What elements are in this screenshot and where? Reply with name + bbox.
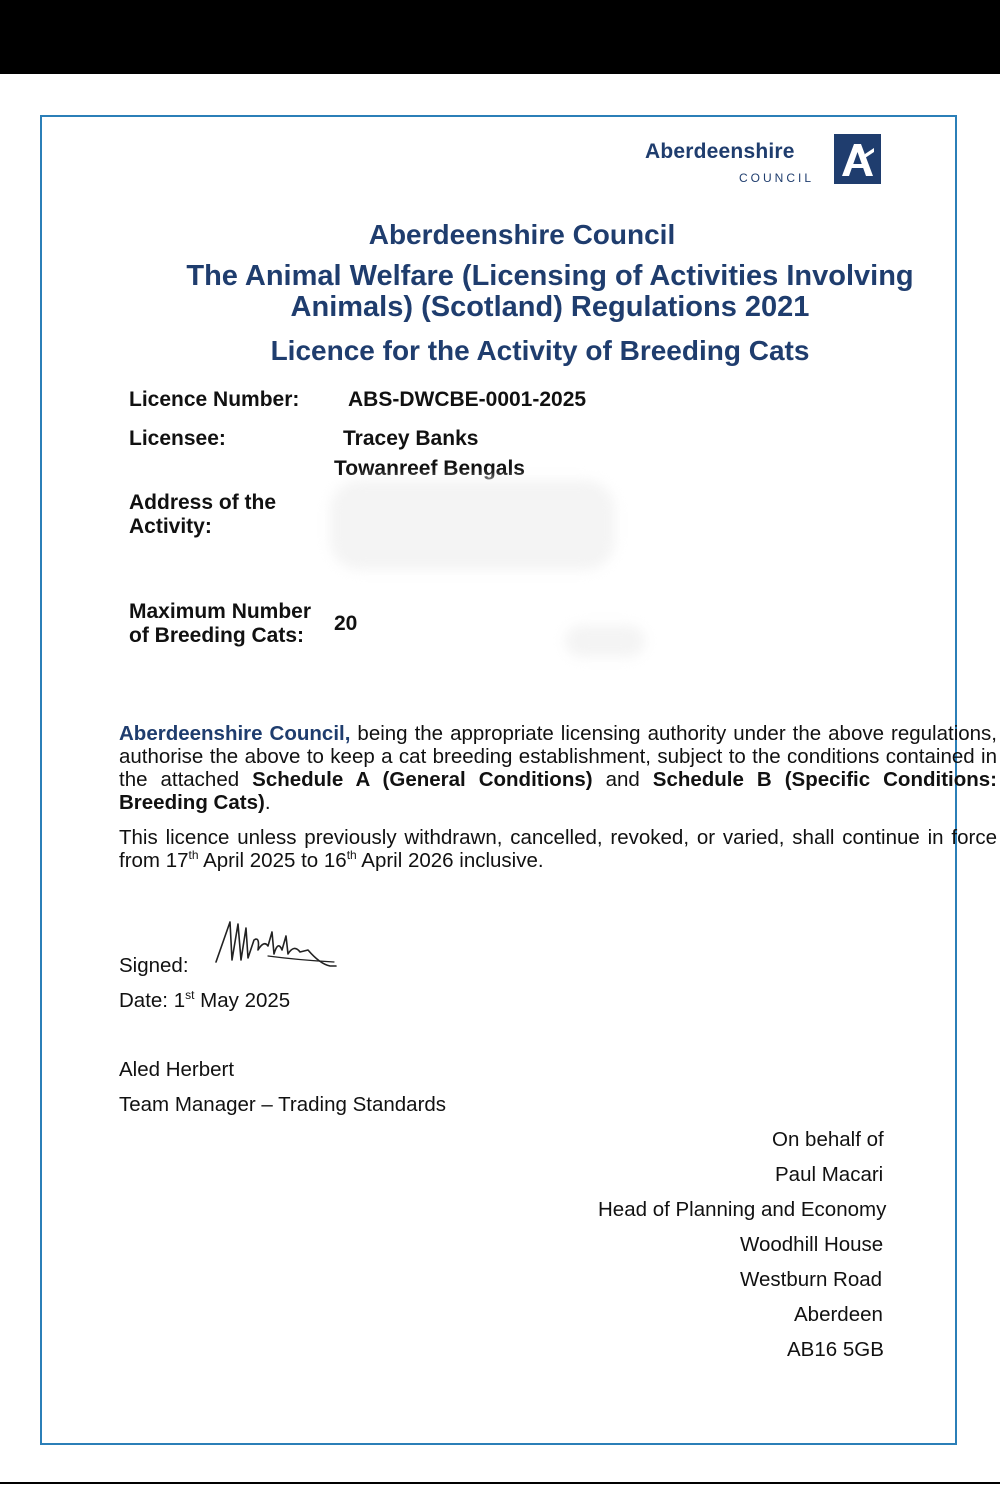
licensee-name: Tracey Banks bbox=[343, 427, 479, 450]
licensee-business: Towanreef Bengals bbox=[334, 457, 525, 480]
address-label-line2: Activity: bbox=[129, 515, 212, 538]
heading-regulations: The Animal Welfare (Licensing of Activities Involving Animals) (Scotland) Regulations 2021 bbox=[186, 260, 914, 323]
licence-number-label: Licence Number: bbox=[129, 388, 300, 411]
signature-date bbox=[119, 989, 290, 1013]
behalf-line-2: Paul Macari bbox=[775, 1163, 884, 1186]
schedule-a-ref: Schedule A (General Conditions) bbox=[252, 768, 593, 791]
council-name-inline: Aberdeenshire Council, bbox=[119, 722, 351, 745]
authorisation-paragraph bbox=[119, 722, 997, 814]
validity-paragraph bbox=[119, 826, 997, 872]
aberdeenshire-council-logo bbox=[645, 134, 885, 190]
p1-text: being the appropriate licensing authority under the above regulations, authorise the above to keep a cat breeding establishment, subject to the conditions contained in the attached bbox=[119, 722, 997, 791]
bottom-rule bbox=[0, 1482, 1000, 1502]
logo-name: Aberdeenshire bbox=[645, 140, 795, 163]
behalf-line-1: On behalf of bbox=[772, 1128, 884, 1151]
schedule-b-ref: Schedule B (Specific Conditions: Breeding Cats) bbox=[119, 768, 997, 814]
p1-end: . bbox=[264, 791, 271, 814]
logo-council-text: COUNCIL bbox=[739, 171, 815, 185]
signatory-title: Team Manager – Trading Standards bbox=[119, 1093, 447, 1116]
date-sup: st bbox=[185, 988, 195, 1003]
max-cats-label-line1: Maximum Number bbox=[129, 600, 312, 623]
behalf-line-5: Westburn Road bbox=[740, 1268, 883, 1291]
p2-text-b: April 2025 to 16 bbox=[198, 849, 347, 872]
top-black-bar bbox=[0, 0, 1000, 74]
behalf-line-7: AB16 5GB bbox=[787, 1338, 884, 1361]
date-rest: May 2025 bbox=[194, 989, 291, 1012]
date-label: Date: 1 bbox=[119, 989, 186, 1012]
handwritten-signature bbox=[208, 910, 348, 980]
heading-council: Aberdeenshire Council bbox=[368, 219, 676, 250]
heading-licence-type: Licence for the Activity of Breeding Cats bbox=[270, 335, 810, 366]
licence-number-value: ABS-DWCBE-0001-2025 bbox=[348, 388, 587, 411]
signatory-name: Aled Herbert bbox=[119, 1058, 235, 1081]
signed-label: Signed: bbox=[119, 954, 189, 977]
p1-and: and bbox=[592, 768, 653, 791]
p2-text-c: April 2026 inclusive. bbox=[356, 849, 544, 872]
licensee-label: Licensee: bbox=[129, 427, 226, 450]
max-cats-label-line2: of Breeding Cats: bbox=[129, 624, 305, 647]
behalf-line-3: Head of Planning and Economy bbox=[598, 1198, 887, 1221]
council-a-mark-icon bbox=[834, 134, 881, 184]
behalf-line-6: Aberdeen bbox=[794, 1303, 883, 1326]
redacted-mark bbox=[565, 625, 645, 657]
redacted-address bbox=[330, 480, 615, 570]
p2-sup-1: th bbox=[188, 848, 199, 863]
address-label-line1: Address of the bbox=[129, 491, 277, 514]
p2-sup-2: th bbox=[346, 848, 357, 863]
behalf-line-4: Woodhill House bbox=[740, 1233, 884, 1256]
max-cats-value: 20 bbox=[334, 612, 358, 635]
p2-text-a: This licence unless previously withdrawn, cancelled, revoked, or varied, shall continue in force from 17 bbox=[119, 826, 997, 872]
